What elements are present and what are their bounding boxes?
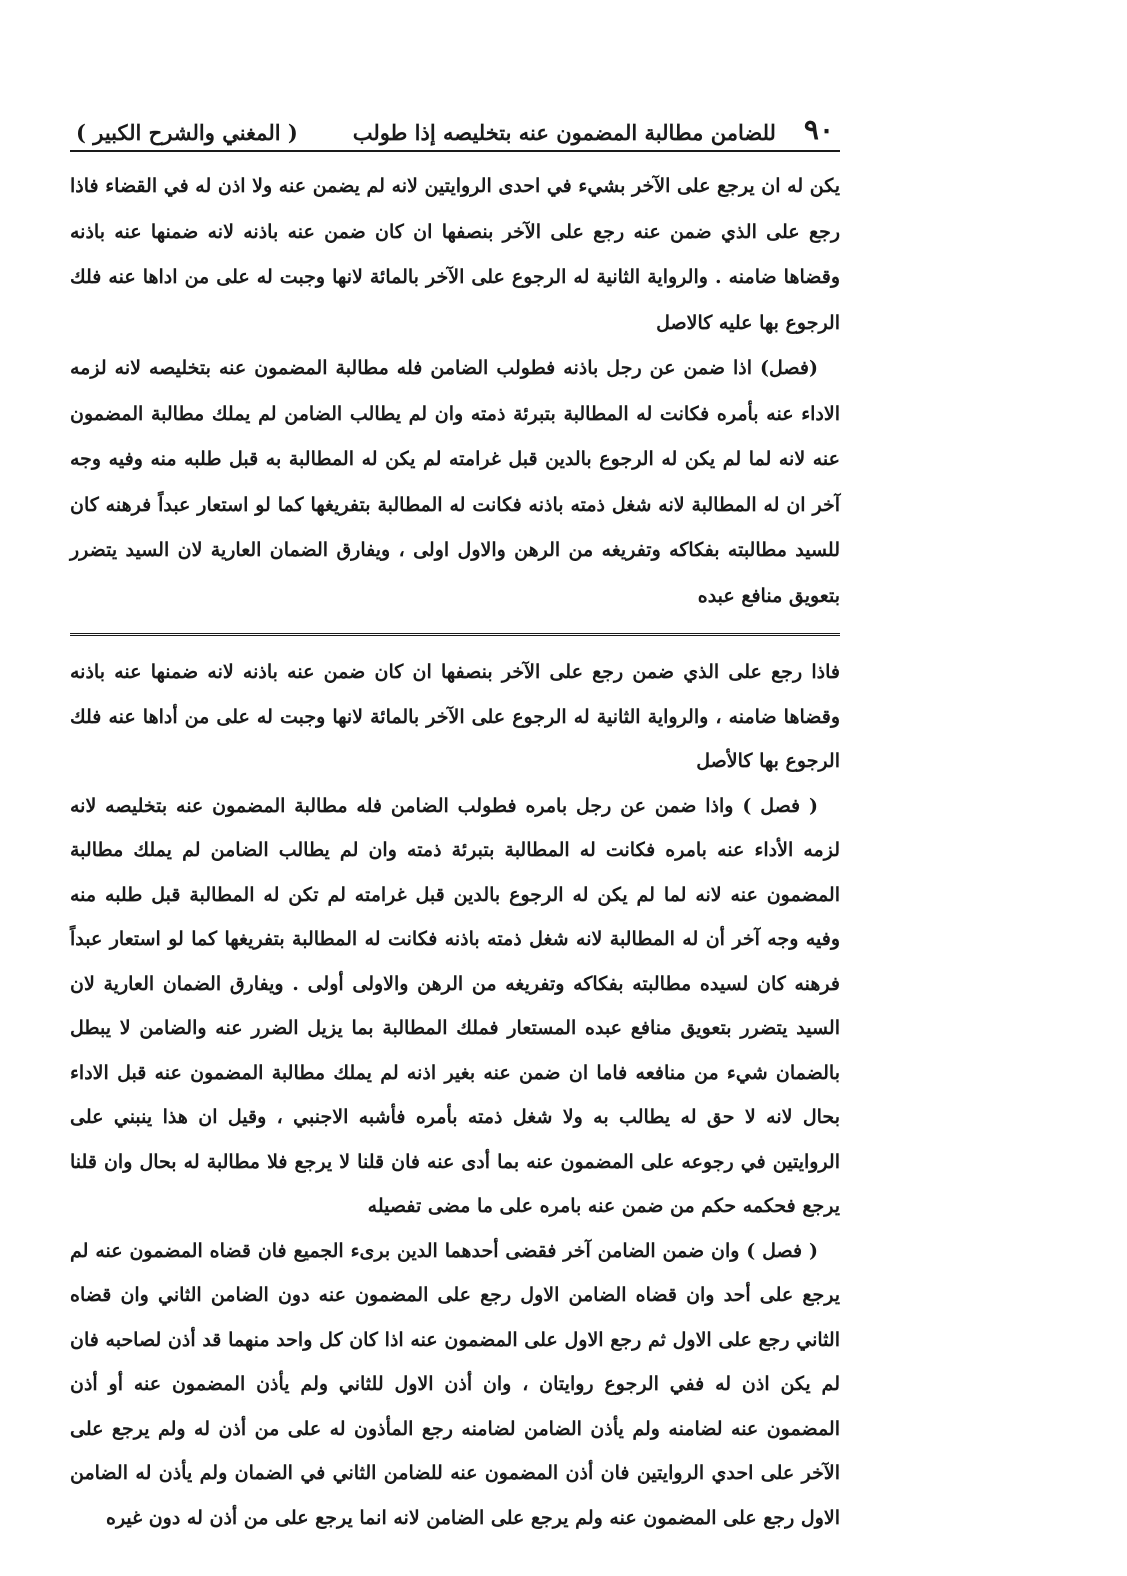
book-title: ( المغني والشرح الكبير ) (76, 119, 298, 145)
upper-paragraph-continuation: يكن له ان يرجع على الآخر بشيء في احدى الروايتين لانه لم يضمن عنه ولا اذن له في القضاء فاذا رجع على الذي ضمن عنه رجع على الآخر بنصفها ان كان ضمن عنه باذنه لانه ضمنها عنه باذنه وقضاها ضامنه . والرواية الثانية له الرجوع على الآخر بالمائة لانها وجبت له على من اداها عنه فلك الرجوع بها عليه كالاصل (70, 175, 840, 334)
lower-text-section (70, 650, 840, 1540)
lower-paragraph-continuation: فاذا رجع على الذي ضمن رجع على الآخر بنصفها ان كان ضمن عنه باذنه لانه ضمنها عنه باذنه وقضاها ضامنه ، والرواية الثانية له الرجوع على الآخر بالمائة لانها وجبت له على من أداها عنه فلك الرجوع بها كالأصل (70, 661, 840, 772)
lower-paragraph-fasl-demand: ( فصل ) واذا ضمن عن رجل بامره فطولب الضامن فله مطالبة المضمون عنه بتخليصه لانه لزمه الأداء عنه بامره فكانت له المطالبة بتبرئة ذمته وان لم يطالب الضامن لم يملك مطالبة المضمون عنه لانه لما لم يكن له الرجوع بالدين قبل غرامته لم تكن له المطالبة قبل طلبه منه وفيه وجه آخر أن له المطالبة لانه شغل ذمته باذنه فكانت له المطالبة بتفريغها كما لو استعار عبداً فرهنه كان لسيده مطالبته بفكاكه وتفريغه من الرهن والاولى أولى . ويفارق الضمان العارية لان السيد يتضرر بتعويق منافع عبده المستعار فملك المطالبة بما يزيل الضرر عنه والضامن لا يبطل بالضمان شيء من منافعه فاما ان ضمن عنه بغير اذنه لم يملك مطالبة المضمون عنه قبل الاداء بحال لانه لا حق له يطالب به ولا شغل ذمته بأمره فأشبه الاجنبي ، وقيل ان هذا ينبني على الروايتين في رجوعه على المضمون عنه بما أدى عنه فان قلنا لا يرجع فلا مطالبة له بحال وان قلنا يرجع فحكمه حكم من ضمن عنه بامره على ما مضى تفصيله (70, 794, 840, 1217)
running-head: للضامن مطالبة المضمون عنه بتخليصه إذا طولب (352, 119, 776, 145)
page-header (70, 100, 840, 152)
page-number: ٩٠ (803, 113, 834, 146)
lower-paragraph-fasl-second-guarantor: ( فصل ) وان ضمن الضامن آخر فقضى أحدهما الدين برىء الجميع فان قضاه المضمون عنه لم يرجع على أحد وان قضاه الضامن الاول رجع على المضمون عنه دون الضامن الثاني وان قضاه الثاني رجع على الاول ثم رجع الاول على المضمون عنه اذا كان كل واحد منهما قد أذن لصاحبه فان لم يكن اذن له ففي الرجوع روايتان ، وان أذن الاول للثاني ولم يأذن المضمون عنه أو أذن المضمون عنه لضامنه ولم يأذن الضامن لضامنه رجع المأذون له على من أذن له ولم يرجع على الآخر على احدي الروايتين فان أذن المضمون عنه للضامن الثاني في الضمان ولم يأذن له الضامن الاول رجع على المضمون عنه ولم يرجع على الضامن لانه انما يرجع على من أذن له دون غيره (70, 1239, 840, 1529)
upper-text-section (70, 164, 840, 619)
section-divider (70, 633, 840, 636)
book-page (70, 100, 840, 1529)
upper-paragraph-fasl: (فصل) اذا ضمن عن رجل باذنه فطولب الضامن فله مطالبة المضمون عنه بتخليصه لانه لزمه الاداء عنه بأمره فكانت له المطالبة بتبرئة ذمته وان لم يطالب الضامن لم يملك مطالبة المضمون عنه لانه لما لم يكن له الرجوع بالدين قبل غرامته لم يكن له المطالبة به قبل طلبه منه وفيه وجه آخر ان له المطالبة لانه شغل ذمته باذنه فكانت له المطالبة بتفريغها كما لو استعار عبداً فرهنه كان للسيد مطالبته بفكاكه وتفريغه من الرهن والاول اولى ، ويفارق الضمان العارية لان السيد يتضرر بتعويق منافع عبده (70, 357, 840, 607)
